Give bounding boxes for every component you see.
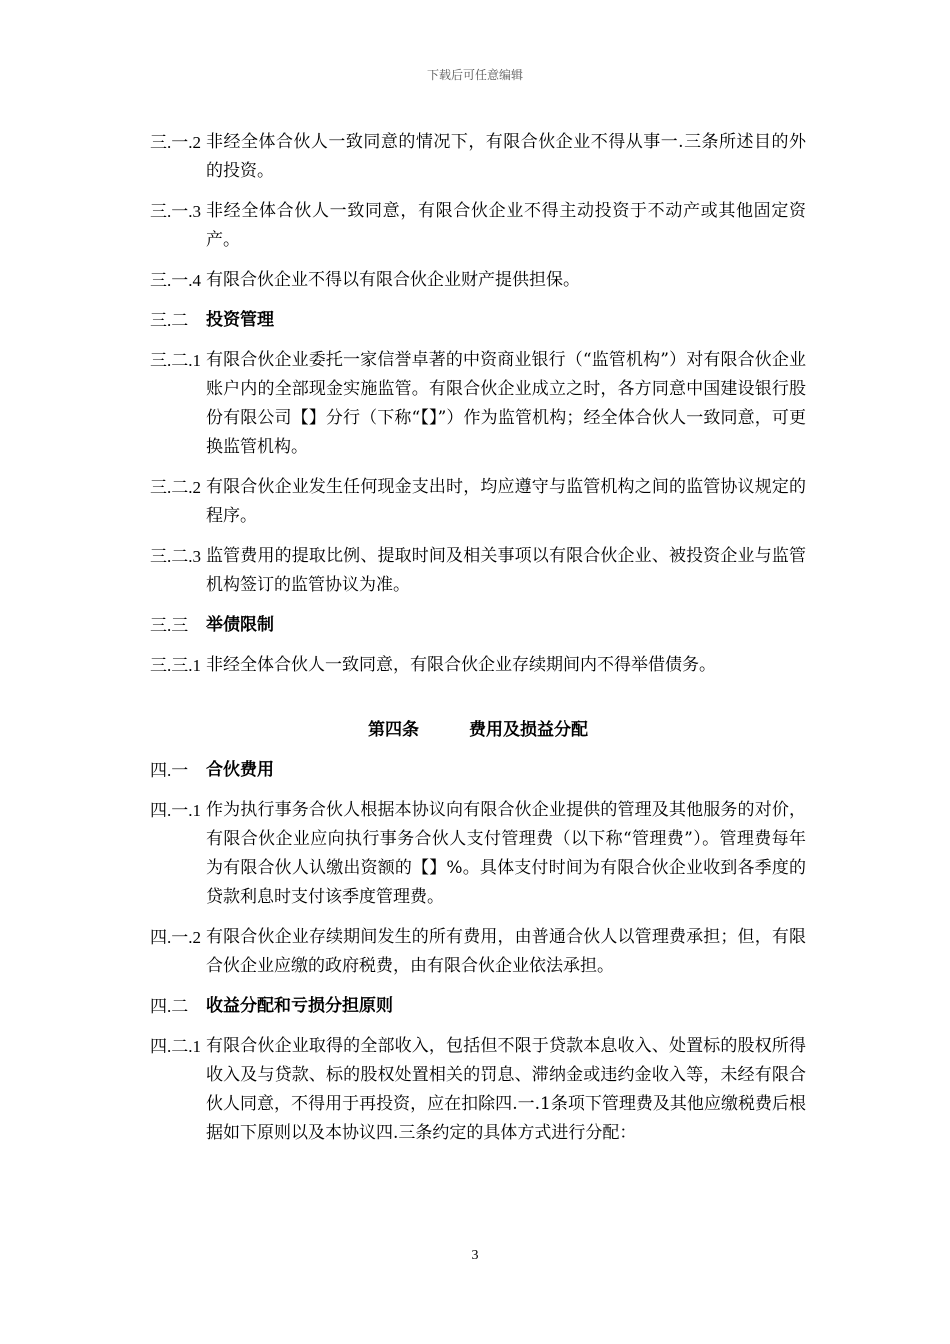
clause-number: 三.二.2 (150, 478, 201, 497)
section-heading-4-1 (150, 756, 806, 785)
clause-4-2-1 (150, 1032, 806, 1148)
article-heading (150, 716, 806, 745)
section-title: 举债限制 (206, 615, 274, 635)
section-title: 收益分配和亏损分担原则 (206, 996, 393, 1016)
clause-text: 非经全体合伙人一致同意的情况下，有限合伙企业不得从事一.三条所述目的外的投资。 (206, 132, 806, 181)
section-number: 四.一 (150, 761, 189, 780)
clause-4-1-1 (150, 796, 806, 912)
clause-3-1-3 (150, 197, 806, 255)
article-number: 第四条 (368, 720, 420, 740)
clause-number: 四.二.1 (150, 1037, 201, 1056)
clause-3-1-4 (150, 266, 806, 295)
clause-text: 有限合伙企业不得以有限合伙企业财产提供担保。 (206, 270, 580, 290)
section-title: 合伙费用 (206, 760, 274, 780)
clause-text: 监管费用的提取比例、提取时间及相关事项以有限合伙企业、被投资企业与监管机构签订的监管协议为准。 (206, 546, 806, 595)
clause-4-1-2 (150, 923, 806, 981)
clause-number: 三.二.1 (150, 351, 201, 370)
section-heading-3-2 (150, 306, 806, 335)
section-number: 三.三 (150, 616, 189, 635)
clause-text: 有限合伙企业发生任何现金支出时，均应遵守与监管机构之间的监管协议规定的程序。 (206, 477, 806, 526)
clause-3-2-3 (150, 542, 806, 600)
clause-number: 三.三.1 (150, 656, 201, 675)
page-number: 3 (471, 1248, 479, 1263)
article-title: 费用及损益分配 (468, 720, 588, 740)
clause-text: 非经全体合伙人一致同意，有限合伙企业存续期间内不得举借债务。 (206, 655, 716, 675)
clause-number: 三.二.3 (150, 547, 201, 566)
section-number: 三.二 (150, 311, 189, 330)
clause-text: 有限合伙企业存续期间发生的所有费用，由普通合伙人以管理费承担；但，有限合伙企业应缴的政府税费，由有限合伙企业依法承担。 (206, 927, 806, 976)
clause-3-2-2 (150, 473, 806, 531)
section-heading-3-3 (150, 611, 806, 640)
clause-number: 三.一.2 (150, 133, 201, 152)
clause-number: 四.一.2 (150, 928, 201, 947)
clause-text: 有限合伙企业取得的全部收入，包括但不限于贷款本息收入、处置标的股权所得收入及与贷款、标的股权处置相关的罚息、滞纳金或违约金收入等，未经有限合伙人同意，不得用于再投资，应在扣除四.一.1条项下管理费及其他应缴税费后根据如下原则以及本协议四.三条约定的具体方式进行分配： (206, 1036, 806, 1143)
clause-text: 有限合伙企业委托一家信誉卓著的中资商业银行（“监管机构”）对有限合伙企业账户内的全部现金实施监管。有限合伙企业成立之时，各方同意中国建设银行股份有限公司【】分行（下称“【】”）作为监管机构；经全体合伙人一致同意，可更换监管机构。 (206, 350, 806, 457)
section-number: 四.二 (150, 997, 189, 1016)
document-body (150, 128, 806, 1159)
clause-number: 四.一.1 (150, 801, 201, 820)
clause-number: 三.一.3 (150, 202, 201, 221)
page-header-note: 下载后可任意编辑 (426, 68, 523, 82)
clause-number: 三.一.4 (150, 271, 201, 290)
clause-3-1-2 (150, 128, 806, 186)
clause-3-2-1 (150, 346, 806, 462)
section-heading-4-2 (150, 992, 806, 1021)
section-title: 投资管理 (206, 310, 274, 330)
clause-3-3-1 (150, 651, 806, 680)
clause-text: 作为执行事务合伙人根据本协议向有限合伙企业提供的管理及其他服务的对价，有限合伙企业应向执行事务合伙人支付管理费（以下称“管理费”）。管理费每年为有限合伙人认缴出资额的【】%。具体支付时间为有限合伙企业收到各季度的贷款利息时支付该季度管理费。 (206, 800, 806, 907)
clause-text: 非经全体合伙人一致同意，有限合伙企业不得主动投资于不动产或其他固定资产。 (206, 201, 806, 250)
